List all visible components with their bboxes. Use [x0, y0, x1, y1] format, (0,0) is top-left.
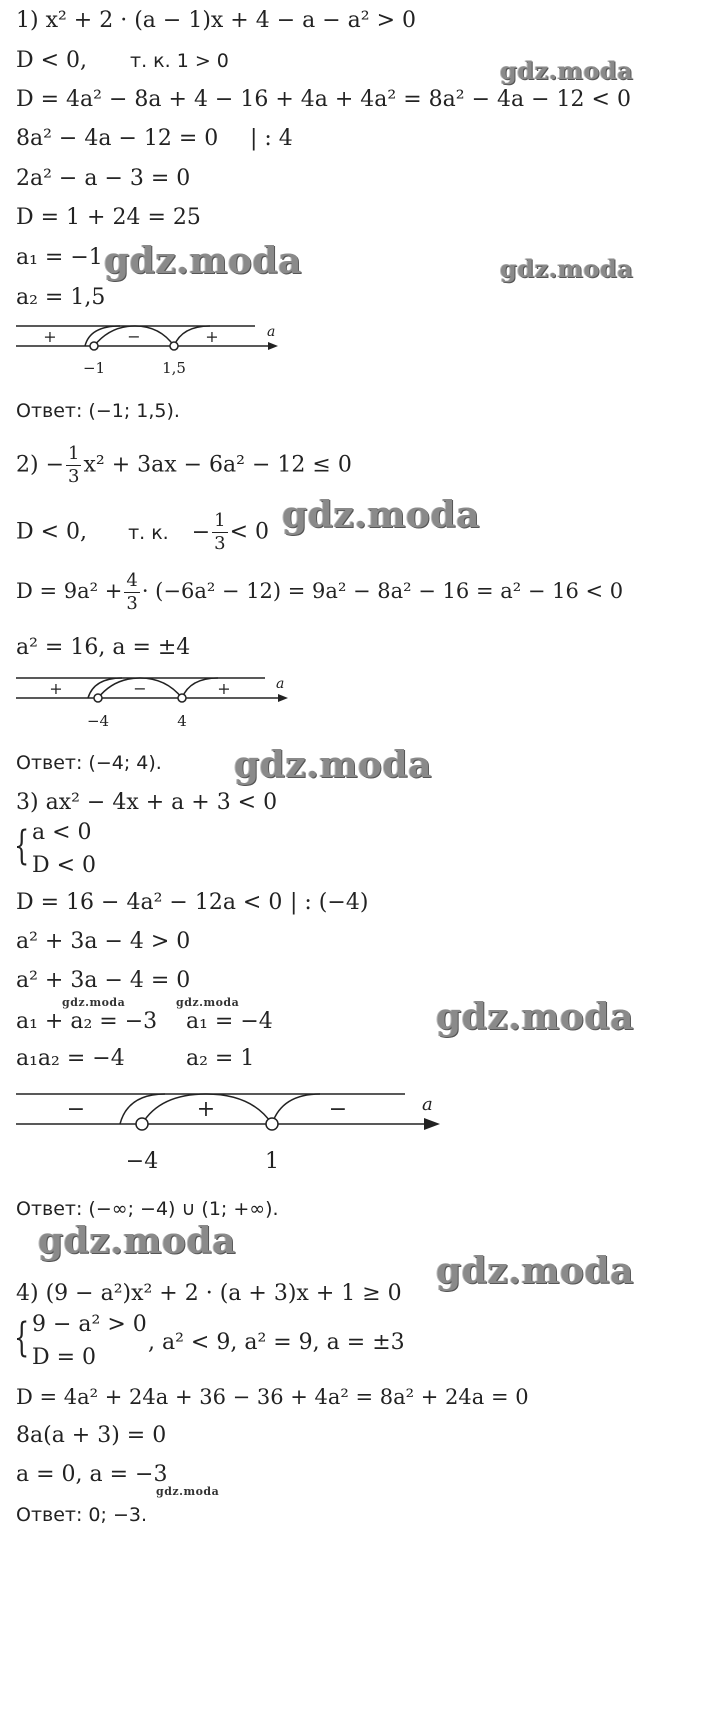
- p2-sign-3: +: [217, 679, 231, 698]
- watermark: gdz.moda: [38, 1220, 236, 1262]
- p2-line-2: D < 0, т. к. − $\frac{1}{3}$ < 0: [16, 510, 270, 554]
- p4-line-3: D = 4a² + 24a + 36 − 36 + 4a² = 8a² + 24a = 0: [16, 1385, 529, 1409]
- p1-sign-1: +: [43, 327, 57, 346]
- watermark: gdz.moda: [436, 1250, 634, 1292]
- watermark: gdz.moda: [500, 56, 634, 85]
- p2-answer: Ответ: (−4; 4).: [16, 752, 162, 774]
- watermark: gdz.moda: [282, 494, 480, 536]
- p4-line-4: 8a(a + 3) = 0: [16, 1423, 167, 1448]
- p1-line-6: D = 1 + 24 = 25: [16, 205, 201, 230]
- p3-sign-2: +: [196, 1097, 216, 1122]
- p3-point-1: [136, 1118, 148, 1130]
- p1-line-3: D = 4a² − 8a + 4 − 16 + 4a + 4a² = 8a² − 4a − 12 < 0: [16, 87, 631, 112]
- watermark: gdz.moda: [436, 996, 634, 1038]
- p3-line-6a: a₁a₂ = −4: [16, 1046, 125, 1071]
- p1-axis-var: a: [267, 324, 276, 340]
- p3-line-6b: a₂ = 1: [186, 1046, 255, 1071]
- p3-line-3: a² + 3a − 4 > 0: [16, 929, 191, 954]
- p2-point-1: [94, 694, 102, 702]
- p2-tick-1: −4: [86, 712, 110, 730]
- p3-line-5b: a₁ = −4: [186, 1009, 273, 1034]
- p3-line-1: 3) ax² − 4x + a + 3 < 0: [16, 790, 278, 815]
- watermark: gdz.moda: [104, 240, 302, 282]
- p1-sign-2: −: [127, 327, 141, 346]
- p3-sign-3: −: [328, 1097, 348, 1122]
- p1-line-7: a₁ = −1: [16, 245, 103, 270]
- p2-number-line: [10, 672, 300, 734]
- p4-system-brace: {: [14, 1315, 30, 1361]
- p1-tick-2: 1,5: [162, 359, 186, 377]
- p1-tick-1: −1: [82, 359, 106, 377]
- p3-tick-1: −4: [125, 1149, 159, 1174]
- p4-line-5: a = 0, a = −3: [16, 1462, 168, 1487]
- p3-axis-var: a: [422, 1094, 433, 1115]
- p1-point-2: [170, 342, 178, 350]
- p1-number-line: [10, 320, 290, 382]
- p2-point-2: [178, 694, 186, 702]
- watermark: gdz.moda: [176, 996, 240, 1009]
- p1-point-1: [90, 342, 98, 350]
- p1-line-2a: D < 0,: [16, 48, 88, 73]
- p1-line-2b: т. к. 1 > 0: [130, 50, 229, 72]
- p2-tick-2: 4: [177, 712, 187, 730]
- p1-answer: Ответ: (−1; 1,5).: [16, 400, 180, 422]
- p3-system-brace: {: [14, 823, 30, 869]
- p2-sign-2: −: [133, 679, 147, 698]
- p4-answer: Ответ: 0; −3.: [16, 1504, 147, 1526]
- p2-axis-var: a: [276, 676, 285, 692]
- p4-system-1: 9 − a² > 0: [32, 1312, 147, 1337]
- p1-line-4b: | : 4: [250, 126, 293, 151]
- p1-line-5: 2a² − a − 3 = 0: [16, 166, 191, 191]
- p1-line-4a: 8a² − 4a − 12 = 0: [16, 126, 219, 151]
- p2-sign-1: +: [49, 679, 63, 698]
- p2-line-4: a² = 16, a = ±4: [16, 635, 191, 660]
- p3-line-5a: a₁ + a₂ = −3: [16, 1009, 158, 1034]
- p4-line-2: , a² < 9, a² = 9, a = ±3: [148, 1330, 405, 1355]
- p1-line-1: 1) x² + 2 · (a − 1)x + 4 − a − a² > 0: [16, 8, 417, 33]
- p3-number-line: [10, 1086, 450, 1176]
- p3-line-2b: | : (−4): [290, 890, 369, 915]
- p1-line-8: a₂ = 1,5: [16, 285, 106, 310]
- watermark: gdz.moda: [234, 744, 432, 786]
- p3-tick-2: 1: [265, 1149, 279, 1174]
- p3-system-1: a < 0: [32, 820, 92, 845]
- p3-point-2: [266, 1118, 278, 1130]
- p3-sign-1: −: [66, 1097, 86, 1122]
- p3-system-2: D < 0: [32, 853, 97, 878]
- p1-sign-3: +: [205, 327, 219, 346]
- p3-answer: Ответ: (−∞; −4) ∪ (1; +∞).: [16, 1198, 279, 1220]
- p4-system-2: D = 0: [32, 1345, 97, 1370]
- watermark: gdz.moda: [156, 1485, 220, 1498]
- watermark: gdz.moda: [62, 996, 126, 1009]
- p4-line-1: 4) (9 − a²)x² + 2 · (a + 3)x + 1 ≥ 0: [16, 1281, 402, 1306]
- p2-line-3: D = 9a² + $\frac{4}{3}$ · (−6a² − 12) = 9a² − 8a² − 16 = a² − 16 < 0: [16, 570, 624, 614]
- p2-line-1: 2) − $\frac{1}{3}$ x² + 3ax − 6a² − 12 ≤ 0: [16, 443, 352, 487]
- p3-line-2a: D = 16 − 4a² − 12a < 0: [16, 890, 283, 915]
- p3-line-4: a² + 3a − 4 = 0: [16, 968, 191, 993]
- watermark: gdz.moda: [500, 254, 634, 283]
